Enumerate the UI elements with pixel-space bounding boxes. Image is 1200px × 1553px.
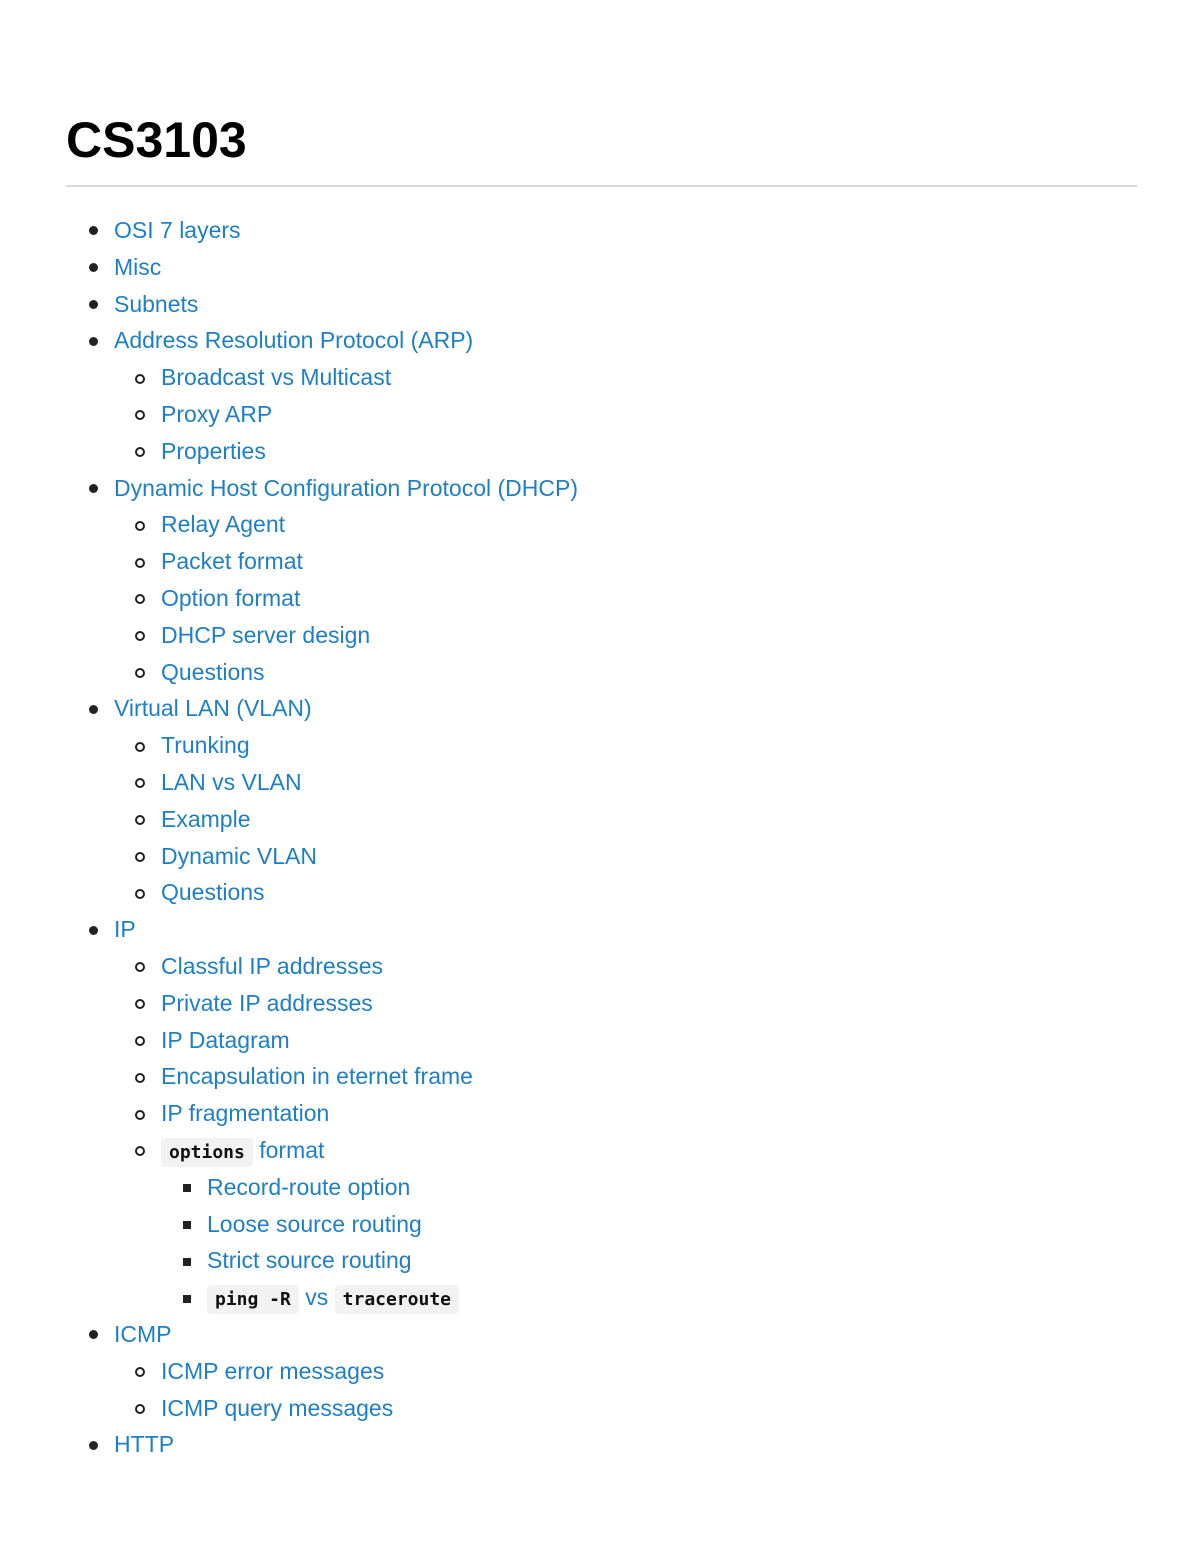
toc-item xyxy=(0,1426,1200,1463)
circle-bullet-icon xyxy=(135,1036,145,1046)
toc-item xyxy=(0,690,1200,727)
square-bullet-icon xyxy=(183,1258,191,1266)
circle-bullet-icon xyxy=(135,447,145,457)
disc-bullet-icon xyxy=(89,1441,98,1450)
toc-subitem xyxy=(0,874,1200,911)
toc-link-icmp-query[interactable]: ICMP query messages xyxy=(161,1394,394,1421)
toc-link-http[interactable]: HTTP xyxy=(114,1431,175,1458)
toc-link-classful-ip[interactable]: Classful IP addresses xyxy=(161,952,384,979)
toc-subitem xyxy=(0,838,1200,875)
toc-link-ip-fragmentation[interactable]: IP fragmentation xyxy=(161,1100,330,1127)
toc-subitem xyxy=(0,764,1200,801)
toc-item xyxy=(0,470,1200,507)
toc-link-loose-source-routing[interactable]: Loose source routing xyxy=(207,1210,422,1237)
disc-bullet-icon xyxy=(89,263,98,272)
circle-bullet-icon xyxy=(135,1073,145,1083)
toc-link-dhcp[interactable]: Dynamic Host Configuration Protocol (DHCP) xyxy=(114,474,578,501)
toc-item xyxy=(0,286,1200,323)
circle-bullet-icon xyxy=(135,815,145,825)
disc-bullet-icon xyxy=(89,705,98,714)
toc-subitem xyxy=(0,654,1200,691)
circle-bullet-icon xyxy=(135,1146,145,1156)
circle-bullet-icon xyxy=(135,1110,145,1120)
circle-bullet-icon xyxy=(135,410,145,420)
inline-code-options: options xyxy=(161,1138,253,1167)
toc-link-dynamic-vlan[interactable]: Dynamic VLAN xyxy=(161,842,317,869)
toc-link-strict-source-routing[interactable]: Strict source routing xyxy=(207,1247,412,1274)
toc-subitem xyxy=(0,359,1200,396)
toc-subitem xyxy=(0,1390,1200,1427)
toc-subitem xyxy=(0,617,1200,654)
circle-bullet-icon xyxy=(135,521,145,531)
toc-link-dhcp-questions[interactable]: Questions xyxy=(161,658,265,685)
toc-subitem xyxy=(0,1022,1200,1059)
circle-bullet-icon xyxy=(135,594,145,604)
disc-bullet-icon xyxy=(89,484,98,493)
toc-subitem xyxy=(0,506,1200,543)
toc-item xyxy=(0,322,1200,359)
toc-link-vlan[interactable]: Virtual LAN (VLAN) xyxy=(114,695,312,722)
table-of-contents xyxy=(0,212,1200,1463)
toc-link-encapsulation[interactable]: Encapsulation in eternet frame xyxy=(161,1063,473,1090)
circle-bullet-icon xyxy=(135,742,145,752)
toc-link-relay-agent[interactable]: Relay Agent xyxy=(161,511,286,538)
circle-bullet-icon xyxy=(135,852,145,862)
circle-bullet-icon xyxy=(135,631,145,641)
circle-bullet-icon xyxy=(135,1367,145,1377)
circle-bullet-icon xyxy=(135,1404,145,1414)
toc-item xyxy=(0,212,1200,249)
toc-subitem xyxy=(0,948,1200,985)
toc-subsubitem xyxy=(0,1242,1200,1279)
circle-bullet-icon xyxy=(135,889,145,899)
toc-item xyxy=(0,1316,1200,1353)
toc-link-vlan-questions[interactable]: Questions xyxy=(161,879,265,906)
circle-bullet-icon xyxy=(135,999,145,1009)
toc-subitem xyxy=(0,1353,1200,1390)
toc-subsubitem xyxy=(0,1279,1200,1316)
toc-subitem xyxy=(0,1132,1200,1169)
toc-link-properties[interactable]: Properties xyxy=(161,437,266,464)
toc-link-ip-datagram[interactable]: IP Datagram xyxy=(161,1026,290,1053)
toc-link-icmp[interactable]: ICMP xyxy=(114,1320,172,1347)
toc-subsubitem xyxy=(0,1169,1200,1206)
disc-bullet-icon xyxy=(89,300,98,309)
toc-link-icmp-error[interactable]: ICMP error messages xyxy=(161,1357,385,1384)
toc-link-misc[interactable]: Misc xyxy=(114,253,162,280)
toc-subsubitem xyxy=(0,1206,1200,1243)
toc-link-packet-format[interactable]: Packet format xyxy=(161,548,303,575)
toc-link-trunking[interactable]: Trunking xyxy=(161,732,250,759)
toc-subitem xyxy=(0,727,1200,764)
circle-bullet-icon xyxy=(135,558,145,568)
toc-link-options-format[interactable] xyxy=(161,1137,324,1163)
toc-subitem xyxy=(0,580,1200,617)
vs-text: vs xyxy=(305,1284,329,1311)
toc-link-subnets[interactable]: Subnets xyxy=(114,290,199,317)
toc-link-dhcp-server-design[interactable]: DHCP server design xyxy=(161,621,371,648)
toc-link-ping-vs-traceroute[interactable] xyxy=(207,1284,459,1310)
toc-subitem xyxy=(0,985,1200,1022)
circle-bullet-icon xyxy=(135,668,145,678)
title-divider xyxy=(66,185,1137,187)
toc-subitem xyxy=(0,1095,1200,1132)
disc-bullet-icon xyxy=(89,337,98,346)
toc-subitem xyxy=(0,801,1200,838)
inline-code-ping: ping -R xyxy=(207,1285,299,1314)
square-bullet-icon xyxy=(183,1221,191,1229)
toc-link-arp[interactable]: Address Resolution Protocol (ARP) xyxy=(114,327,474,354)
options-format-suffix: format xyxy=(259,1136,325,1163)
square-bullet-icon xyxy=(183,1184,191,1192)
toc-link-broadcast-vs-multicast[interactable]: Broadcast vs Multicast xyxy=(161,364,392,391)
toc-subitem xyxy=(0,543,1200,580)
circle-bullet-icon xyxy=(135,374,145,384)
disc-bullet-icon xyxy=(89,226,98,235)
toc-link-lan-vs-vlan[interactable]: LAN vs VLAN xyxy=(161,768,302,795)
toc-link-proxy-arp[interactable]: Proxy ARP xyxy=(161,400,273,427)
circle-bullet-icon xyxy=(135,778,145,788)
toc-item xyxy=(0,911,1200,948)
disc-bullet-icon xyxy=(89,926,98,935)
toc-subitem xyxy=(0,433,1200,470)
toc-subitem xyxy=(0,396,1200,433)
toc-link-option-format[interactable]: Option format xyxy=(161,584,301,611)
toc-link-osi-7-layers[interactable]: OSI 7 layers xyxy=(114,217,241,243)
toc-link-example[interactable]: Example xyxy=(161,805,251,832)
disc-bullet-icon xyxy=(89,1330,98,1339)
toc-link-private-ip[interactable]: Private IP addresses xyxy=(161,989,373,1016)
page-title: CS3103 xyxy=(66,112,247,168)
circle-bullet-icon xyxy=(135,962,145,972)
toc-subitem xyxy=(0,1058,1200,1095)
toc-item xyxy=(0,249,1200,286)
inline-code-traceroute: traceroute xyxy=(335,1285,459,1314)
toc-link-record-route[interactable]: Record-route option xyxy=(207,1173,411,1200)
toc-link-ip[interactable]: IP xyxy=(114,916,136,943)
square-bullet-icon xyxy=(183,1295,191,1303)
